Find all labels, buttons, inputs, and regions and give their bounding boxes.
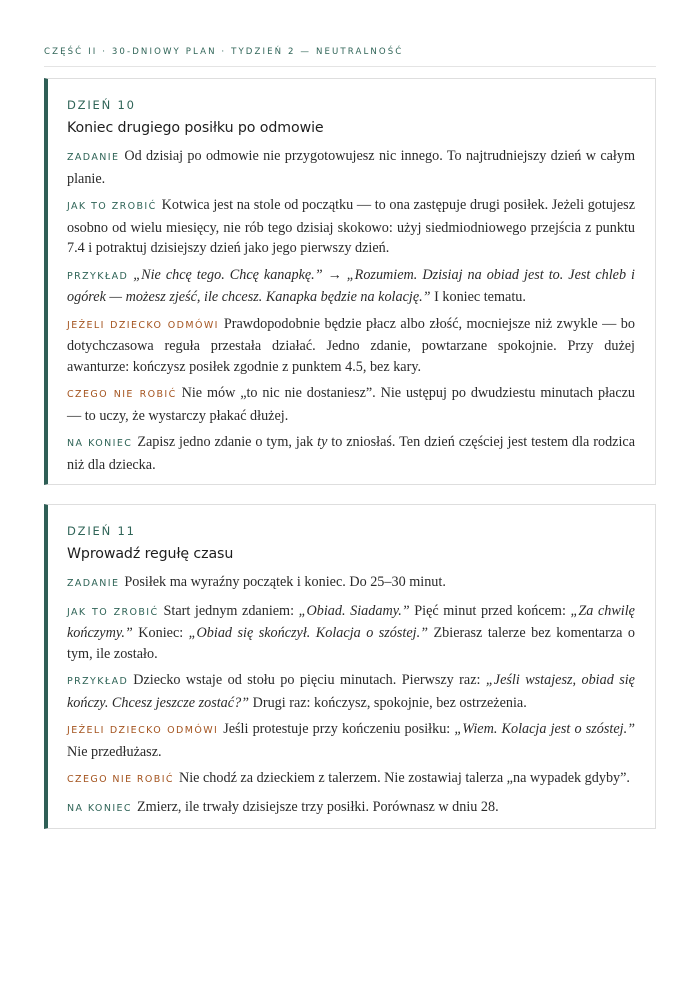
dont-text: Nie chodź za dzieckiem z talerzem. Nie zostawiaj talerza „na wypadek gdyby”. — [178, 770, 630, 786]
how-quote-2: „Za chwilę kończymy.” — [67, 602, 635, 641]
example-text-2: Drugi raz: kończysz, spokojnie, bez ostrzeżenia. — [249, 694, 527, 711]
end-tag: NA KONIEC — [67, 802, 132, 814]
dont-paragraph — [67, 768, 635, 791]
end-paragraph — [67, 432, 635, 475]
how-text: Kotwica jest na stole od początku — to ona zastępuje drugi posiłek. Jeżeli gotujesz osobno od wielu miesięcy, nie rób tego dzisiaj skokowo: użyj siedmiodniowego przejścia z punktu 7.4 i potraktuj dzisiejszy dzień jako jego pierwszy dzień. — [67, 197, 635, 256]
refuse-paragraph — [67, 719, 635, 762]
how-quote-1: „Obiad. Siadamy.” — [298, 602, 410, 619]
header-divider — [44, 66, 656, 67]
day-title: Koniec drugiego posiłku po odmowie — [67, 120, 324, 136]
end-text-post: to zniosłaś. Ten dzień częściej jest testem dla rodzica niż dla dziecka. — [67, 434, 635, 473]
day-label: DZIEŃ 11 — [67, 524, 136, 538]
how-tag: JAK TO ZROBIĆ — [67, 606, 159, 618]
end-text: Zmierz, ile trwały dzisiejsze trzy posiłki. Porównasz w dniu 28. — [136, 798, 499, 815]
how-text-1: Start jednym zdaniem: — [163, 602, 299, 619]
how-paragraph — [67, 601, 635, 665]
how-text-4: Zbierasz talerze bez komentarza o tym, ile zostało. — [67, 625, 635, 662]
end-text-italic: ty — [317, 434, 328, 450]
day-label: DZIEŃ 10 — [67, 98, 136, 112]
refuse-text: Prawdopodobnie będzie płacz albo złość, mocniejsze niż zwykle — bo dotychczasowa reguła przestała działać. Jedno zdanie, powtarzane spokojnie. Przy dużej awanturze: kończysz posiłek zgodnie z punktem 4.5, bez kary. — [67, 315, 635, 375]
refuse-tag: JEŻELI DZIECKO ODMÓWI — [67, 725, 219, 736]
dont-paragraph — [67, 383, 635, 426]
example-tail: I koniec tematu. — [430, 289, 526, 305]
day-card-11 — [44, 504, 656, 829]
day-title: Wprowadź regułę czasu — [67, 546, 234, 562]
example-quote: „Jeśli wstajesz, obiad się kończy. Chcesz jeszcze zostać?” — [67, 672, 635, 711]
day-card-10 — [44, 78, 656, 485]
dont-tag: CZEGO NIE ROBIĆ — [67, 389, 177, 400]
how-tag: JAK TO ZROBIĆ — [67, 201, 157, 212]
dont-text: Nie mów „to nic nie dostaniesz”. Nie ustępuj po dwudziestu minutach płaczu — to uczy, że wystarczy płakać dłużej. — [67, 385, 636, 424]
refuse-paragraph — [67, 314, 635, 378]
refuse-quote: „Wiem. Kolacja jest o szóstej.” — [454, 721, 636, 737]
example-paragraph — [67, 265, 635, 308]
task-text: Posiłek ma wyraźny początek i koniec. Do 25–30 minut. — [124, 574, 446, 590]
task-tag: ZADANIE — [67, 152, 120, 163]
task-paragraph — [67, 146, 635, 189]
example-text-1: Dziecko wstaje od stołu po pięciu minutach. Pierwszy raz: — [133, 672, 486, 688]
how-text-2: Pięć minut przed końcem: — [409, 602, 571, 619]
task-tag: ZADANIE — [67, 578, 120, 589]
task-text: Od dzisiaj po odmowie nie przygotowujesz nic innego. To najtrudniejszy dzień w całym planie. — [67, 148, 635, 187]
refuse-tag: JEŻELI DZIECKO ODMÓWI — [67, 319, 219, 331]
example-paragraph — [67, 670, 635, 713]
end-paragraph — [67, 797, 635, 820]
refuse-text-1: Jeśli protestuje przy kończeniu posiłku: — [223, 721, 455, 737]
end-tag: NA KONIEC — [67, 438, 133, 449]
how-paragraph — [67, 195, 635, 259]
how-quote-3: „Obiad się skończył. Kolacja o szóstej.” — [188, 625, 429, 641]
example-quote: „Nie chcę tego. Chcę kanapkę.” → „Rozumiem. Dzisiaj na obiad jest to. Jest chleb i ogórek — możesz zjeść, ile chcesz. Kanapka będzie na kolację.” — [67, 266, 635, 305]
task-paragraph — [67, 572, 635, 595]
example-tag: PRZYKŁAD — [67, 270, 129, 282]
refuse-text-2: Nie przedłużasz. — [67, 743, 162, 760]
running-header: CZĘŚĆ II · 30-DNIOWY PLAN · TYDZIEŃ 2 — NEUTRALNOŚĆ — [44, 47, 404, 57]
example-tag: PRZYKŁAD — [67, 676, 129, 687]
end-text-pre: Zapisz jedno zdanie o tym, jak — [137, 434, 318, 450]
how-text-3: Koniec: — [132, 625, 189, 641]
dont-tag: CZEGO NIE ROBIĆ — [67, 774, 174, 785]
